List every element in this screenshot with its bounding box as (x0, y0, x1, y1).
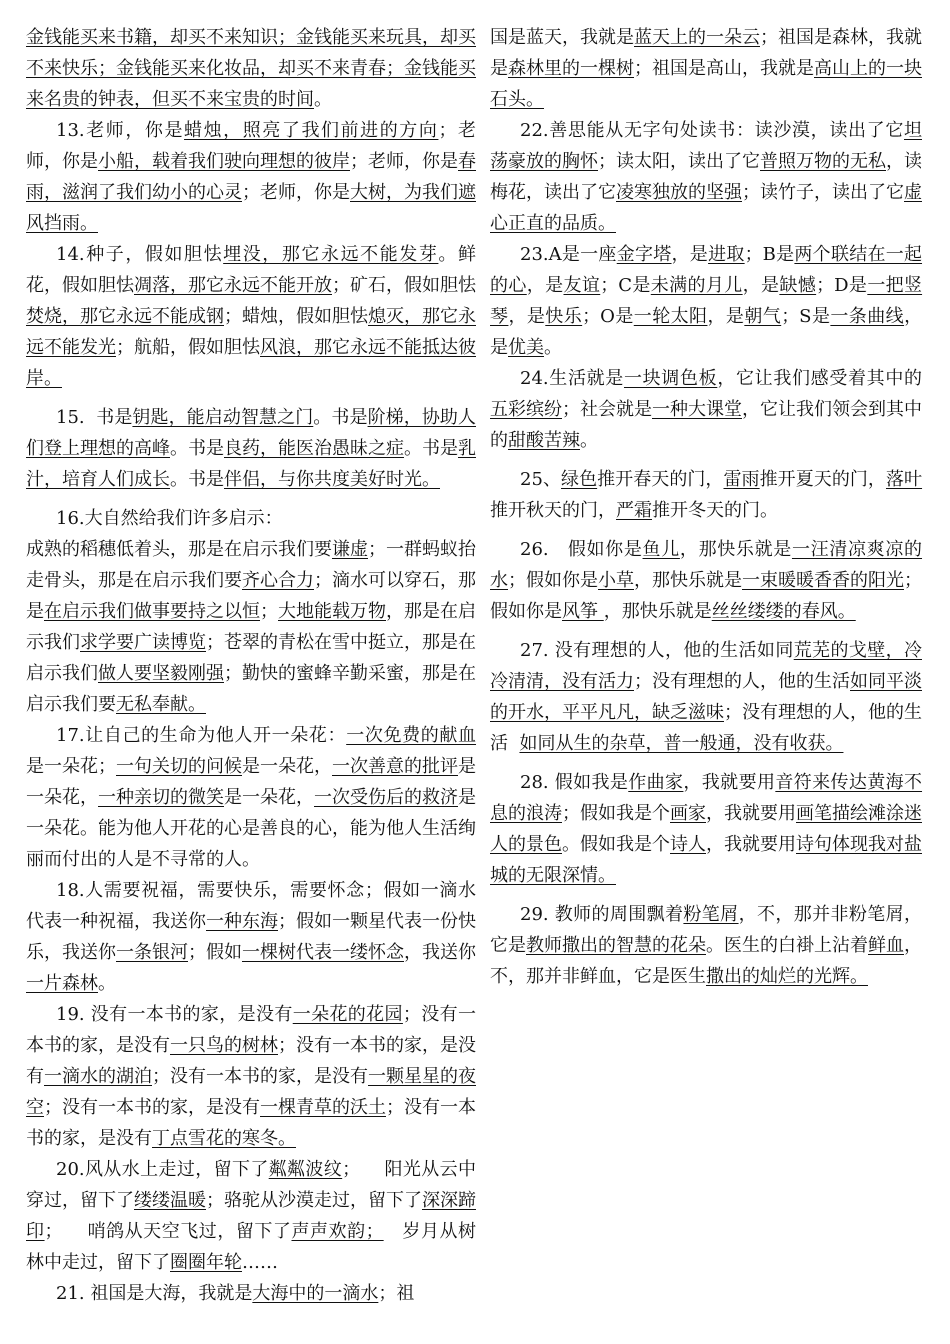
text-segment: ；骆驼从沙漠走过，留下了 (206, 1190, 422, 1211)
text-segment: ；没有一本书的家，是没有 (26, 1035, 476, 1087)
underlined-answer: 严霜 (616, 500, 652, 521)
text-segment: ；老师，你是 (350, 151, 458, 172)
underlined-answer: 优美 (508, 337, 544, 358)
paragraph (490, 22, 922, 115)
underlined-answer: 朝气 (744, 306, 782, 327)
underlined-answer: 画家 (670, 803, 706, 824)
underlined-answer: 甜酸苦辣 (508, 430, 580, 451)
text-segment: 14.种子，假如胆怯 (56, 244, 224, 265)
paragraph (490, 635, 922, 759)
text-segment: ；老师，你是 (26, 120, 477, 172)
text-segment: ； 阳光从云中穿过，留下了 (26, 1159, 477, 1211)
underlined-answer: 森林里的一棵树 (508, 58, 634, 79)
text-segment: ；滴水可以穿石，那是 (26, 570, 476, 622)
text-segment: 推开夏天的门， (759, 469, 886, 490)
paragraph (26, 503, 476, 534)
underlined-answer: 一轮太阳 (633, 306, 708, 327)
text-segment: 。 (98, 973, 116, 994)
text-segment: 。书是 (404, 438, 458, 459)
underlined-answer: 无私奉献。 (116, 694, 206, 715)
paragraph (26, 22, 476, 115)
underlined-answer: 丝丝缕缕的春风。 (711, 601, 856, 622)
text-segment: ，不，那并非粉笔屑，它是 (490, 904, 922, 956)
text-segment: 推开秋天的门， (490, 500, 616, 521)
underlined-answer: 一滴水的湖泊 (44, 1066, 152, 1087)
text-segment: 。假如我是个 (562, 834, 670, 855)
text-segment: ；祖 (378, 1283, 415, 1304)
underlined-answer: 金钱能买来书籍，却买不来知识；金钱能买来玩具，却买不来快乐；金钱能买来化妆品，却买不来青春；金钱能买来名贵的钟表，但买不来宝贵的时间 (26, 27, 476, 110)
underlined-answer: 诗人 (670, 834, 706, 855)
text-segment: ；假如一颗星代表一份快乐，我送你 (26, 911, 476, 963)
underlined-answer: 撒出的灿烂的光辉。 (706, 966, 868, 987)
text-segment: ，我就要用 (706, 834, 796, 855)
underlined-answer: 教师撒出的智慧的花朵 (526, 935, 706, 956)
underlined-answer: 大海中的一滴水 (252, 1283, 379, 1304)
underlined-answer: 熄灭，那它永远不能发光 (26, 306, 476, 358)
text-segment: 18.人需要祝福，需要快乐，需要怀念；假如一滴水代表一种祝福，我送你 (26, 880, 476, 932)
underlined-answer: 一颗星星的夜空 (26, 1066, 476, 1118)
text-segment: ，是 (526, 275, 564, 296)
underlined-answer: 大地能载万物 (278, 601, 386, 622)
left-column (26, 22, 476, 1309)
text-segment: ，那快乐就是 (603, 601, 712, 622)
underlined-answer: 做人要坚毅刚强 (98, 663, 224, 684)
text-segment: 。 (314, 89, 332, 110)
underlined-answer: 一条曲线 (830, 306, 905, 327)
underlined-answer: 谦虚 (332, 539, 368, 560)
underlined-answer: 阶梯，协助人们登上理想的高峰 (26, 407, 476, 459)
text-segment: …… (242, 1252, 278, 1273)
text-segment: 。书是 (170, 438, 224, 459)
text-segment: 26. 假如你是 (520, 539, 643, 560)
text-segment: 推开春天的门， (597, 469, 724, 490)
underlined-answer: 焚烧，那它永远不能成钢 (26, 306, 224, 327)
underlined-answer: 一种亲切的微笑 (98, 787, 224, 808)
text-segment: 15. 书是 (56, 407, 133, 428)
underlined-answer: 凌寒独放的坚强 (616, 182, 742, 203)
paragraph (26, 1278, 476, 1309)
text-segment: ；假如我是个 (562, 803, 670, 824)
underlined-answer: 一种大课堂 (652, 399, 742, 420)
underlined-answer: 两个联结在一起的心 (490, 244, 923, 296)
text-segment: ；O是 (582, 306, 634, 327)
text-segment: ，是 (671, 244, 709, 265)
text-segment: ；没有一本书的家，是没有 (26, 1004, 476, 1056)
underlined-answer: 高山上的一块石头。 (490, 58, 922, 110)
text-segment: 。书是 (170, 469, 224, 490)
text-segment: 23.A是一座 (520, 244, 617, 265)
underlined-answer: 圈圈年轮 (170, 1252, 242, 1273)
text-segment: ；勤快的蜜蜂辛勤采蜜，那是在启示我们要 (26, 663, 476, 715)
paragraph (490, 534, 922, 627)
text-segment: 。 (544, 337, 562, 358)
underlined-answer: 蜡烛，照亮了我们前进的方向 (184, 120, 439, 141)
underlined-answer: 一次受伤后的救济 (314, 787, 458, 808)
paragraph (26, 239, 476, 394)
text-segment: 推开冬天的门。 (652, 500, 778, 521)
underlined-answer: 画笔描绘滩涂迷人的景色 (490, 803, 922, 855)
underlined-answer: 钥匙，能启动智慧之门 (132, 407, 314, 428)
paragraph (490, 899, 922, 992)
underlined-answer: 一块调色板 (623, 368, 718, 389)
underlined-answer: 小草 (598, 570, 634, 591)
text-segment: 29. 教师的周围飘着 (520, 904, 684, 925)
underlined-answer: 鱼儿 (642, 539, 680, 560)
underlined-answer: 在启示我们做事要持之以恒 (44, 601, 260, 622)
underlined-answer: 乳汁，培育人们成长 (26, 438, 476, 490)
text-segment: ；假如 (188, 942, 242, 963)
underlined-answer: 埋没，那它永远不能发芽 (223, 244, 439, 265)
text-segment: 。医生的白褂上沾着 (706, 935, 868, 956)
text-segment: 22.善思能从无字句处读书：读沙漠，读出了它 (520, 120, 904, 141)
text-segment: ；没有一本书的家，是没有 (44, 1097, 260, 1118)
text-segment: ，那是在启示我们 (26, 601, 476, 653)
text-segment: ；社会就是 (562, 399, 652, 420)
text-segment: ，是 (508, 306, 546, 327)
underlined-answer: 春雨，滋润了我们幼小的心灵 (26, 151, 476, 203)
underlined-answer: 虚心正直的品质。 (490, 182, 922, 234)
text-segment: ，我送你 (404, 942, 476, 963)
underlined-answer: 快乐 (545, 306, 583, 327)
underlined-answer: 缺憾 (779, 275, 817, 296)
text-segment: ，我就要用 (706, 803, 796, 824)
text-segment: ； (260, 601, 278, 622)
text-segment: 27. 没有理想的人，他的生活如同 (520, 640, 794, 661)
underlined-answer: 声声欢韵； (291, 1221, 384, 1242)
underlined-answer: 粉笔屑 (683, 904, 739, 925)
underlined-answer: 伴侣，与你共度美好时光。 (224, 469, 440, 490)
underlined-answer: 一条银河 (116, 942, 188, 963)
text-segment: ；航船，假如胆怯 (116, 337, 260, 358)
text-segment: 是一朵花， (224, 787, 314, 808)
text-segment: ；S是 (781, 306, 831, 327)
underlined-answer: 雷雨 (723, 469, 760, 490)
text-segment: 17.让自己的生命为他人开一朵花： (56, 725, 347, 746)
text-segment: ；蜡烛，假如胆怯 (224, 306, 368, 327)
text-segment: ；没有理想的人，他的生活 (490, 702, 922, 754)
paragraph (26, 402, 476, 495)
underlined-answer: 一次善意的批评 (332, 756, 458, 777)
underlined-answer: 一棵青草的沃土 (260, 1097, 386, 1118)
underlined-answer: 缕缕温暖 (134, 1190, 206, 1211)
text-segment: ，是 (707, 306, 745, 327)
text-segment: 。鲜花，假如胆怯 (26, 244, 476, 296)
underlined-answer: 蓝天上的一朵云 (634, 27, 760, 48)
text-segment: 20.风从水上走过，留下了 (56, 1159, 269, 1180)
text-segment: 13.老师，你是 (56, 120, 185, 141)
text-segment: 是一朵花； (26, 756, 116, 777)
underlined-answer: 如同平淡的开水，平平凡凡，缺乏滋味 (490, 671, 922, 723)
text-segment: ，它让我们感受着其中的 (717, 368, 922, 389)
text-segment: 是一朵花， (242, 756, 332, 777)
underlined-answer: 一次免费的献血 (346, 725, 477, 746)
paragraph (26, 115, 476, 239)
text-segment: 19. 没有一本书的家，是没有 (56, 1004, 293, 1025)
underlined-answer: 一束暖暖香香的阳光 (742, 570, 904, 591)
underlined-answer: 友谊 (563, 275, 601, 296)
underlined-answer: 一种东海 (206, 911, 278, 932)
text-segment: 。书是 (313, 407, 368, 428)
text-segment: ；没有一本书的家，是没有 (152, 1066, 368, 1087)
text-segment: ；B是 (744, 244, 795, 265)
text-segment: ；D是 (816, 275, 868, 296)
text-segment: ，读梅花，读出了它 (490, 151, 922, 203)
text-segment: 16.大自然给我们许多启示： (56, 508, 283, 529)
underlined-answer: 荒芜的戈壁，冷冷清清，没有活力 (490, 640, 922, 692)
paragraph (26, 875, 476, 999)
paragraph (490, 464, 922, 526)
underlined-answer: 凋落，那它永远不能开放 (134, 275, 332, 296)
underlined-answer: 音符来传达黄海不息的浪涛 (490, 772, 923, 824)
underlined-answer: 大树，为我们遮风挡雨。 (26, 182, 476, 234)
underlined-answer: 金字塔 (616, 244, 672, 265)
paragraph (26, 534, 476, 720)
text-segment: ，它让我们领会到其中的 (490, 399, 922, 451)
text-segment: 21. 祖国是大海，我就是 (56, 1283, 253, 1304)
underlined-answer: 作曲家 (628, 772, 684, 793)
paragraph (490, 363, 922, 456)
text-segment: ；老师，你是 (242, 182, 350, 203)
underlined-answer: 落叶 (885, 469, 923, 490)
text-segment: ；没有理想的人，他的生活 (634, 671, 850, 692)
right-column (490, 22, 922, 992)
text-segment: 成熟的稻穗低着头，那是在启示我们要 (26, 539, 332, 560)
underlined-answer: 求学要广读博览 (80, 632, 206, 653)
underlined-answer: 风筝 (562, 601, 604, 622)
text-segment: ，是 (490, 306, 923, 358)
text-segment: ；祖国是森林，我就是 (490, 27, 922, 79)
underlined-answer: 一片森林 (26, 973, 98, 994)
underlined-answer: 一句关切的问候 (116, 756, 242, 777)
text-segment: ；C是 (600, 275, 651, 296)
paragraph (26, 720, 476, 875)
underlined-answer: 坦荡豪放的胸怀 (490, 120, 922, 172)
underlined-answer: 一汪清凉爽凉的水 (490, 539, 923, 591)
text-segment: ；读竹子，读出了它 (742, 182, 904, 203)
underlined-answer: 诗句体现我对盐城的无限深情。 (490, 834, 922, 886)
underlined-answer: 进取 (708, 244, 745, 265)
underlined-answer: 普照万物的无私 (760, 151, 886, 172)
underlined-answer: 丁点雪花的寒冬。 (152, 1128, 296, 1149)
underlined-answer: 未满的月儿 (650, 275, 743, 296)
text-segment: ，那快乐就是 (679, 539, 792, 560)
text-segment: ，是 (742, 275, 780, 296)
text-segment: ；矿石，假如胆怯 (332, 275, 476, 296)
text-segment: ，不，那并非鲜血，它是医生 (490, 935, 922, 987)
text-segment: 国是蓝天，我就是 (490, 27, 634, 48)
underlined-answer: 一棵树代表一缕怀念 (242, 942, 404, 963)
text-segment: ，我就要用 (683, 772, 776, 793)
underlined-answer: 鲜血 (868, 935, 904, 956)
text-segment: ；读太阳，读出了它 (598, 151, 760, 172)
underlined-answer: 绿色 (561, 469, 598, 490)
text-segment: ；一群蚂蚁抬走骨头，那是在启示我们要 (26, 539, 476, 591)
text-segment: 。 (580, 430, 598, 451)
text-segment: ；假如你是 (490, 570, 922, 622)
underlined-answer: 一只鸟的树林 (170, 1035, 278, 1056)
text-segment: ，那快乐就是 (634, 570, 742, 591)
text-segment: ； 哨鸽从天空飞过，留下了 (44, 1221, 292, 1242)
paragraph (26, 1154, 476, 1278)
underlined-answer: 如同从生的杂草，普一般通，没有收获。 (519, 733, 844, 754)
underlined-answer: 一朵花的花园 (292, 1004, 403, 1025)
text-segment: 岁月从树林中走过，留下了 (26, 1221, 477, 1273)
underlined-answer: 小船，载着我们驶向理想的彼岸 (98, 151, 350, 172)
paragraph (490, 239, 922, 363)
text-segment: 28. 假如我是 (520, 772, 629, 793)
text-segment: 是一朵花， (26, 756, 476, 808)
underlined-answer: 良药，能医治愚昧之症 (224, 438, 404, 459)
text-segment: ；苍翠的青松在雪中挺立，那是在启示我们 (26, 632, 476, 684)
underlined-answer: 一把竖琴 (490, 275, 923, 327)
underlined-answer: 风浪，那它永远不能抵达彼岸。 (26, 337, 476, 389)
text-segment: ；没有一本书的家，是没有 (26, 1097, 476, 1149)
underlined-answer: 五彩缤纷 (490, 399, 562, 420)
underlined-answer: 深深蹄印 (26, 1190, 476, 1242)
text-segment: 24.生活就是 (520, 368, 624, 389)
text-segment: 25、 (520, 469, 562, 490)
text-segment: ；假如你是 (508, 570, 598, 591)
underlined-answer: 粼粼波纹 (268, 1159, 343, 1180)
paragraph (490, 767, 922, 891)
text-segment: 是一朵花。能为他人开花的心是善良的心，能为他人生活绚丽而付出的人是不寻常的人。 (26, 787, 476, 870)
underlined-answer: 齐心合力 (242, 570, 314, 591)
paragraph (490, 115, 922, 239)
text-segment: ；祖国是高山，我就是 (634, 58, 814, 79)
paragraph (26, 999, 476, 1154)
